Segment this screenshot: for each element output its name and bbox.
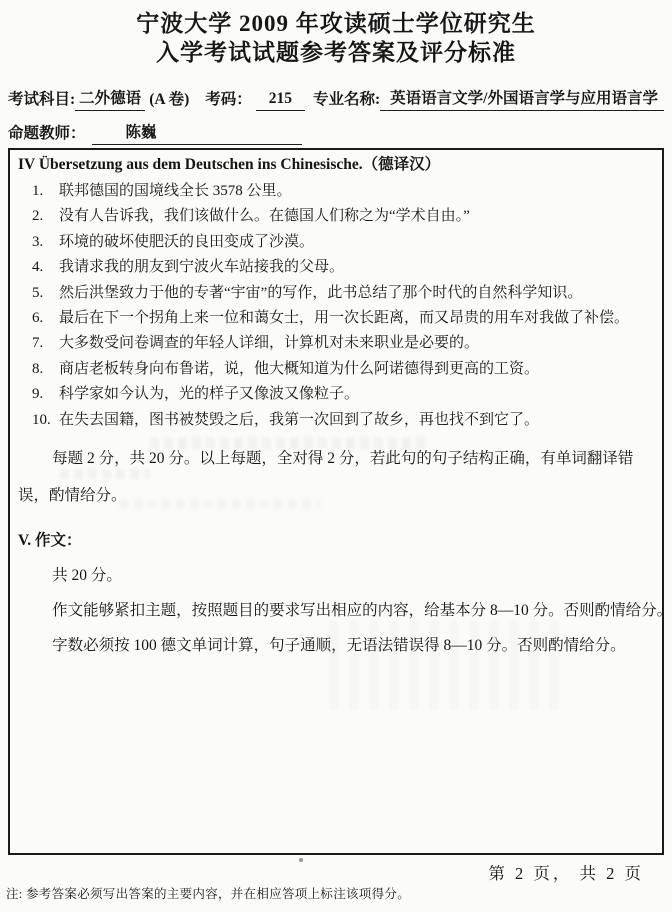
translation-answer-list [18,179,654,433]
subject-suffix: (A 卷) [149,91,190,108]
section4-heading: IV Übersetzung aus dem Deutschen ins Chinesische.（德译汉） [18,156,441,173]
item-number: 6. [32,310,44,327]
list-item [32,408,654,433]
list-item [32,306,654,331]
item-text: 大多数受问卷调查的年轻人详细，计算机对未来职业是必要的。 [59,335,480,352]
page-number: 第 2 页， 共 2 页 [488,864,644,883]
code-value: 215 [256,88,305,111]
item-text: 我请求我的朋友到宁波火车站接我的父母。 [59,259,345,276]
major-label: 专业名称: [313,91,381,108]
list-item [32,204,654,229]
item-text: 在失去国籍，图书被焚毁之后，我第一次回到了故乡，再也找不到它了。 [59,411,540,428]
section5-heading: V. 作文： [18,532,82,550]
list-item [32,255,654,280]
section5-criteria-content: 作文能够紧扣主题，按照题目的要求写出相应的内容，给基本分 8—10 分。否则酌情给分。 [52,602,672,620]
list-item [32,230,654,255]
item-text: 最后在下一个拐角上来一位和蔼女士，用一次长距离，而又昂贵的用车对我做了补偿。 [59,310,630,327]
footer-note: 注: 参考答案必须写出答案的主要内容，并在相应答项上标注该项得分。 [6,887,410,901]
item-number: 4. [32,259,44,276]
item-number: 9. [32,386,44,403]
item-text: 科学家如今认为，光的样子又像波又像粒子。 [59,386,360,403]
exam-meta-row [8,88,664,111]
item-number: 1. [32,183,44,199]
answer-content-box [8,148,672,855]
item-number: 5. [32,284,44,301]
list-item [32,281,654,306]
scan-speck-artifact [299,858,303,862]
teacher-value: 陈巍 [92,122,302,145]
item-text: 然后洪堡致力于他的专著“宇宙”的写作，此书总结了那个时代的自然科学知识。 [59,284,583,301]
page-title-line1: 宁波大学 2009 年攻读硕士学位研究生 [136,11,536,36]
page-title-line2: 入学考试试题参考答案及评分标准 [156,40,516,65]
item-number: 10. [32,411,51,428]
item-text: 没有人告诉我，我们该做什么。在德国人们称之为“学术自由。” [59,208,470,225]
subject-label: 考试科目: [8,91,76,108]
subject-value: 二外德语 [75,88,145,111]
code-label: 考码： [205,91,252,108]
teacher-meta-row [8,122,302,145]
list-item [32,382,654,407]
item-text: 商店老板转身向布鲁诺，说，他大概知道为什么阿诺德得到更高的工资。 [59,360,540,377]
item-number: 3. [32,233,44,250]
item-number: 8. [32,360,44,377]
item-text: 联邦德国的国境线全长 3578 公里。 [59,183,292,199]
list-item [32,331,654,356]
section5-total-score: 共 20 分。 [52,567,122,585]
section4-scoring-note: 每题 2 分，共 20 分。以上每题，全对得 2 分，若此句的句子结构正确，有单词翻译错误，酌情给分。 [18,450,634,505]
section5-criteria-grammar: 字数必须按 100 德文单词计算，句子通顺，无语法错误得 8—10 分。否则酌情给分。 [52,637,626,655]
teacher-label: 命题教师： [8,125,86,142]
list-item [32,357,654,382]
major-value: 英语语言文学/外国语言学与应用语言学 [380,88,664,111]
item-number: 2. [32,208,44,225]
item-text: 环境的破坏使肥沃的良田变成了沙漠。 [59,233,315,250]
list-item [32,179,654,204]
item-number: 7. [32,335,44,352]
